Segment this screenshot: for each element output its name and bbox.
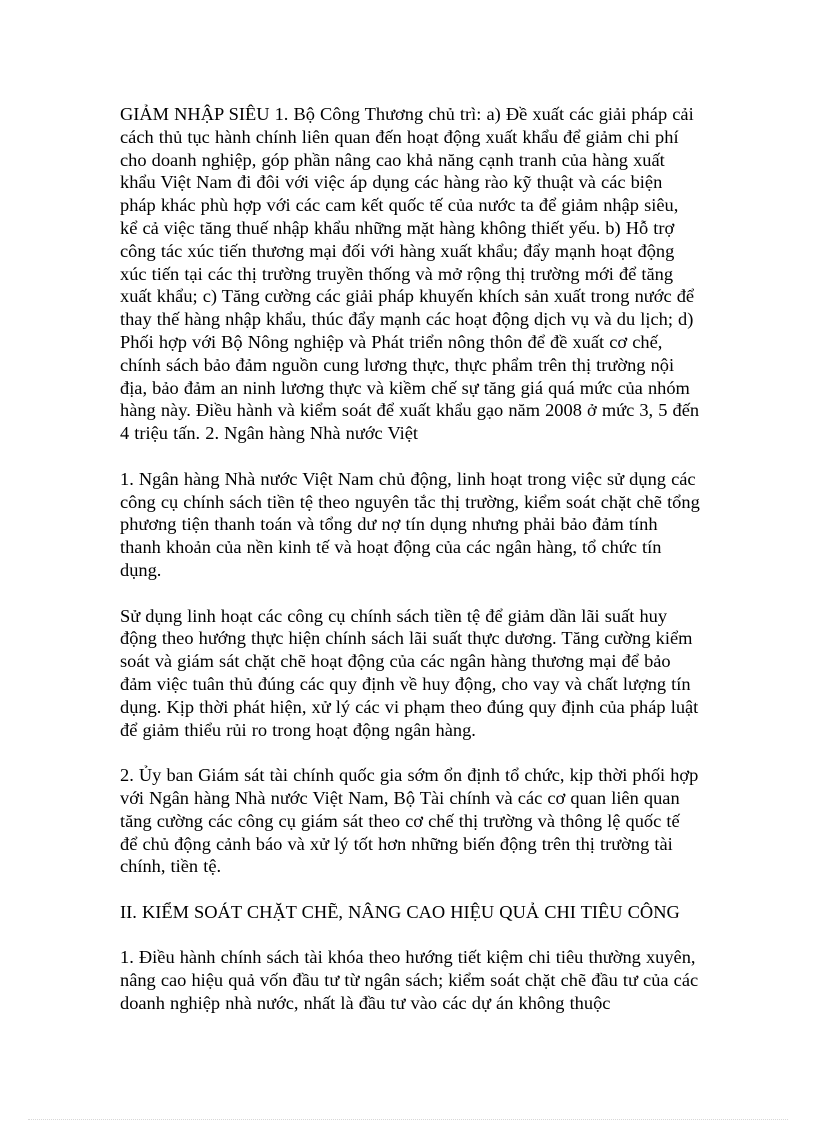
section-heading-chi-tieu-cong: II. KIỂM SOÁT CHẶT CHẼ, NÂNG CAO HIỆU QUẢ CHI TIÊU CÔNG [120,901,680,922]
page-bottom-divider [28,1119,788,1120]
document-body [120,103,700,1038]
paragraph-uy-ban-giam-sat: 2. Ủy ban Giám sát tài chính quốc gia sớm ổn định tổ chức, kịp thời phối hợp với Ngân hàng Nhà nước Việt Nam, Bộ Tài chính và các cơ quan liên quan tăng cường các công cụ giám sát theo cơ chế thị trường và thông lệ quốc tế để chủ động cảnh báo và xử lý tốt hơn những biến động trên thị trường tài chính, tiền tệ. [120,765,699,877]
paragraph-ngan-hang-chu-dong: 1. Ngân hàng Nhà nước Việt Nam chủ động, linh hoạt trong việc sử dụng các công cụ chính sách tiền tệ theo nguyên tắc thị trường, kiểm soát chặt chẽ tổng phương tiện thanh toán và tổng dư nợ tín dụng nhưng phải bảo đảm tính thanh khoản của nền kinh tế và hoạt động của các ngân hàng, tổ chức tín dụng. [120,468,700,580]
paragraph-chinh-sach-tai-khoa: 1. Điều hành chính sách tài khóa theo hướng tiết kiệm chi tiêu thường xuyên, nâng cao hiệu quả vốn đầu tư từ ngân sách; kiểm soát chặt chẽ đầu tư của các doanh nghiệp nhà nước, nhất là đầu tư vào các dự án không thuộc [120,947,699,1014]
paragraph-lai-suat: Sử dụng linh hoạt các công cụ chính sách tiền tệ để giảm dần lãi suất huy động theo hướng thực hiện chính sách lãi suất thực dương. Tăng cường kiểm soát và giám sát chặt chẽ hoạt động của các ngân hàng thương mại để bảo đảm việc tuân thủ đúng các quy định về huy động, cho vay và chất lượng tín dụng. Kịp thời phát hiện, xử lý các vi phạm theo đúng quy định của pháp luật để giảm thiểu rủi ro trong hoạt động ngân hàng. [120,605,699,740]
paragraph-giam-nhap-sieu: GIẢM NHẬP SIÊU 1. Bộ Công Thương chủ trì: a) Đề xuất các giải pháp cải cách thủ tục hành chính liên quan đến hoạt động xuất khẩu để giảm chi phí cho doanh nghiệp, góp phần nâng cao khả năng cạnh tranh của hàng xuất khẩu Việt Nam đi đôi với việc áp dụng các hàng rào kỹ thuật và các biện pháp khác phù hợp với các cam kết quốc tế của nước ta để giảm nhập siêu, kể cả việc tăng thuế nhập khẩu những mặt hàng không thiết yếu. b) Hỗ trợ công tác xúc tiến thương mại đối với hàng xuất khẩu; đẩy mạnh hoạt động xúc tiến tại các thị trường truyền thống và mở rộng thị trường mới để tăng xuất khẩu; c) Tăng cường các giải pháp khuyến khích sản xuất trong nước để thay thế hàng nhập khẩu, thúc đẩy mạnh các hoạt động dịch vụ và du lịch; d) Phối hợp với Bộ Nông nghiệp và Phát triển nông thôn để đề xuất cơ chế, chính sách bảo đảm nguồn cung lương thực, thực phẩm trên thị trường nội địa, bảo đảm an ninh lương thực và kiềm chế sự tăng giá quá mức của nhóm hàng này. Điều hành và kiểm soát để xuất khẩu gạo năm 2008 ở mức 3, 5 đến 4 triệu tấn. 2. Ngân hàng Nhà nước Việt [120,104,700,444]
